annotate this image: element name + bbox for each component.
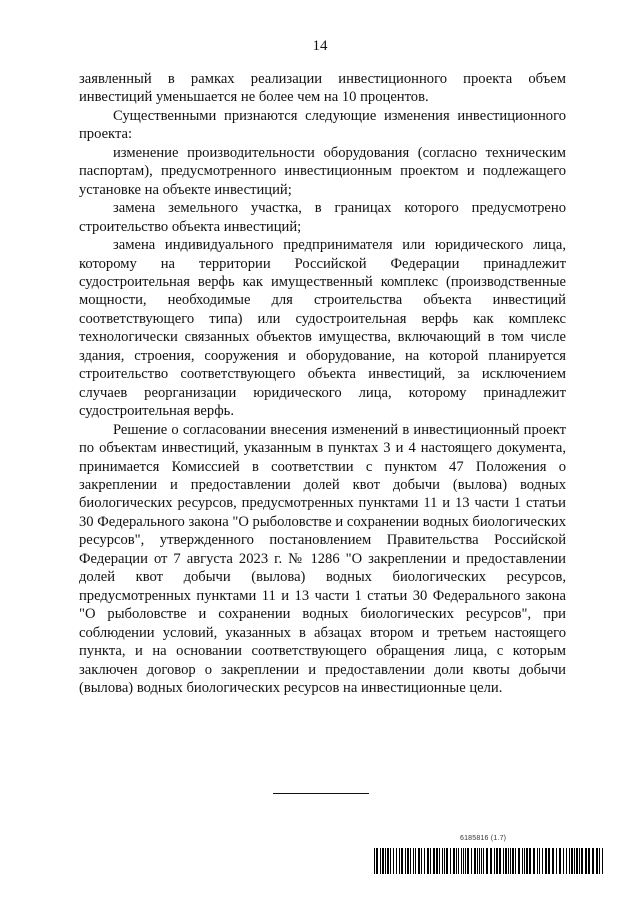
- paragraph-entity-change: замена индивидуального предпринимателя или юридического лица, которому на территории Российской Федерации принадлежит судостроительная верфь как имущественный комплекс (производственные мощности, необходимые для строительства объекта инвестиций соответствующего типа) или судостроительная верфь как комплекс технологически связанных объектов имущества, включающий в том числе здания, строения, сооружения и оборудование, на которой планируется строительство соответствующего объекта инвестиций, за исключением случаев реорганизации юридического лица, которому принадлежит судостроительная верфь.: [79, 237, 566, 420]
- barcode-code: 6185816 (1.7): [460, 835, 507, 842]
- paragraph-equipment-change: изменение производительности оборудования (согласно техническим паспортам), предусмотренного инвестиционным проектом и подлежащего установке на объекте инвестиций;: [79, 144, 566, 198]
- paragraph-continuation: заявленный в рамках реализации инвестиционного проекта объем инвестиций уменьшается не более чем на 10 процентов.: [79, 71, 566, 106]
- paragraph-significant-changes: Существенными признаются следующие изменения инвестиционного проекта:: [79, 107, 566, 143]
- end-divider: [273, 793, 369, 794]
- page-number: 14: [312, 38, 328, 54]
- document-body: [79, 70, 566, 697]
- paragraph-decision: Решение о согласовании внесения изменений в инвестиционный проект по объектам инвестиций, указанным в пунктах 3 и 4 настоящего документа, принимается Комиссией в соответствии с пунктом 47 Положения о закреплении и предоставлении долей квот добычи (вылова) водных биологических ресурсов, предусмотренных пунктами 11 и 13 части 1 статьи 30 Федерального закона "О рыболовстве и сохранении водных биологических ресурсов", утвержденного постановлением Правительства Российской Федерации от 7 августа 2023 г. № 1286 "О закреплении и предоставлении долей квот добычи (вылова) водных биологических ресурсов, предусмотренных пунктами 11 и 13 части 1 статьи 30 Федерального закона "О рыболовстве и сохранении водных биологических ресурсов", при соблюдении условий, указанных в абзацах втором и третьем настоящего пункта, и на основании соответствующего обращения лица, с которым заключен договор о закреплении и предоставлении доли квоты добычи (вылова) водных биологических ресурсов на инвестиционные цели.: [79, 421, 566, 696]
- barcode-icon: [374, 848, 604, 874]
- paragraph-land-change: замена земельного участка, в границах которого предусмотрено строительство объекта инвестиций;: [79, 200, 566, 235]
